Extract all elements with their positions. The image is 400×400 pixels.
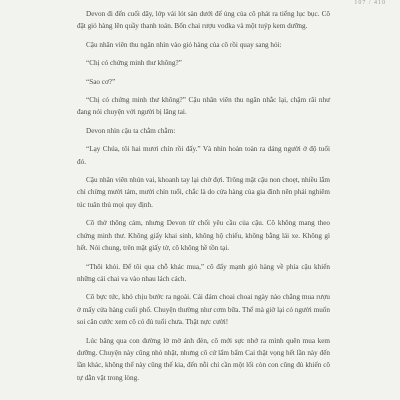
paragraph: Cậu nhân viên nhún vai, khoanh tay lại chờ đợi. Trông mặt cậu non choẹt, nhiều lắm chỉ chừng mười tám, mười chín tuổi, chắc là do cửa hàng của gia đình nên phải nghiêm túc tuân thủ mọi quy định. — [77, 176, 330, 209]
paragraph: Lúc băng qua con đường lờ mờ ánh đèn, cô mới sực nhớ ra mình quên mua kem dưỡng. Chuyện này cũng nhỏ nhặt, nhưng cô cứ lẩm bẩm Cai thật vọng hết lần này đến lần khác, không thể này cũng thế kia, đến nỗi chỉ cần một lối còn con cũng đủ khiến cô tự dằn vặt trong lòng. — [77, 336, 330, 382]
paragraph: “Chị có chứng minh thư không?” — [86, 59, 182, 68]
paragraph: Devon đi đến cuối dãy, lớp vải lót sàn dưới đế ủng của cô phát ra tiếng lục bục. Cô đặt giỏ hàng lên quầy thanh toán. Bốn chai rượu vodka và một tuýp kem dưỡng. — [77, 10, 330, 31]
paragraph: Cô thở thông cảm, nhưng Devon từ chối yêu cầu của cậu. Cô không mang theo chứng minh thư. Không giấy khai sinh, không hộ chiếu, không bằng lái xe. Không gì hết. Nói chung, trên mặt giấy tờ, cô không hề tồn tại. — [77, 219, 330, 253]
paragraph: “Thôi khỏi. Để tôi qua chỗ khác mua,” cô đẩy mạnh giỏ hàng về phía cậu khiến những cái chai va vào nhau lách cách. — [77, 262, 330, 283]
paragraph: Devon nhìn cậu ta chằm chằm: — [86, 126, 176, 135]
paragraph: “Lạy Chúa, tôi hai mươi chín rồi đấy.” Và nhìn hoàn toàn ra dáng người ở độ tuổi đó. — [77, 145, 330, 166]
paragraph: Cô bực tức, khó chịu bước ra ngoài. Cái đám choai choai ngày nào chẳng mua rượu ở mấy cửa hàng cuối phố. Chuyện thường như cơm bữa. Thế mà giờ lại có người muốn soi căn cước xem cô có đủ tuổi chưa. Thật nực cười! — [77, 293, 330, 327]
paragraph: “Chị có chứng minh thư không?” Cậu nhân viên thu ngân nhắc lại, chậm rãi như đang nói chuyện với người bị lãng tai. — [77, 96, 330, 117]
paragraph: Cậu nhân viên thu ngân nhìn vào giỏ hàng của cô rồi quay sang hỏi: — [86, 40, 282, 49]
page-number: 107 / 410 — [354, 0, 386, 6]
body-text — [77, 8, 330, 390]
paragraph: “Sao cơ?” — [86, 77, 116, 86]
